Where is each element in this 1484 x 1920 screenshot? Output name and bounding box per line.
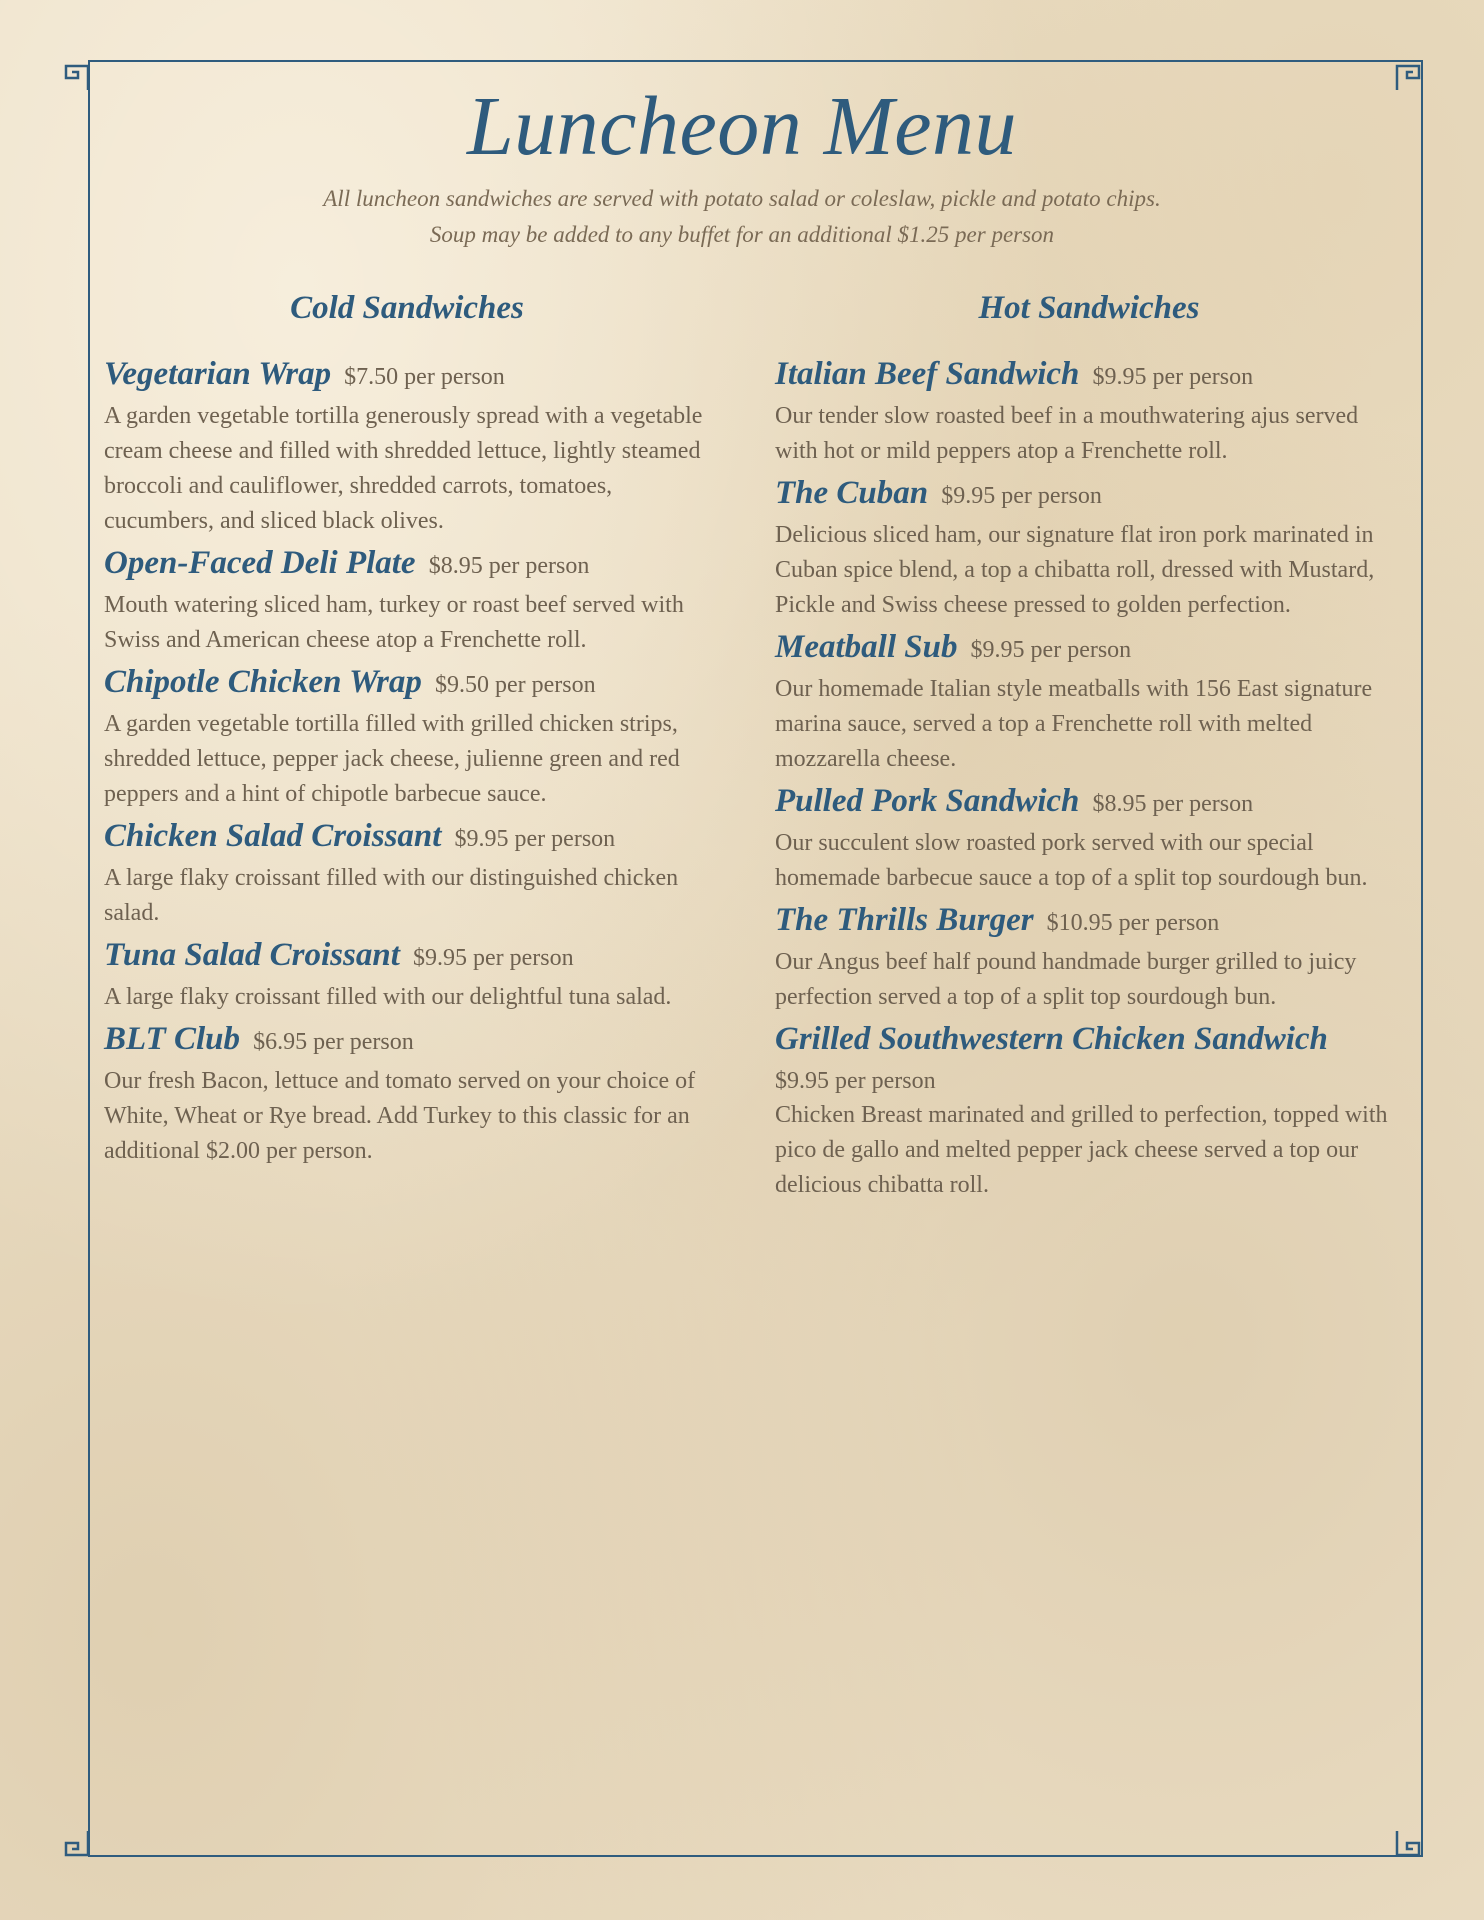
menu-item-description: Our tender slow roasted beef in a mouthwatering ajus served with hot or mild peppers atop a Frenchette roll. bbox=[775, 403, 1359, 464]
menu-item-price: $10.95 per person bbox=[1046, 910, 1220, 936]
menu-item-price: $8.95 per person bbox=[1092, 791, 1254, 817]
menu-item-description: A large flaky croissant filled with our distinguished chicken salad. bbox=[104, 865, 679, 926]
hot-sandwiches-heading: Hot Sandwiches bbox=[978, 290, 1200, 326]
menu-item-description: Our homemade Italian style meatballs with 156 East signature marina sauce, served a top a Frenchette roll with melted mozzarella cheese. bbox=[775, 676, 1373, 772]
menu-item-name: Meatball Sub bbox=[775, 629, 958, 665]
menu-item-description: A garden vegetable tortilla generously spread with a vegetable cream cheese and filled with shredded lettuce, lightly steamed broccoli and cauliflower, shredded carrots, tomatoes, cucumbers, and sliced black olives. bbox=[104, 403, 703, 534]
menu-item bbox=[104, 935, 724, 1015]
menu-item-price: $9.95 per person bbox=[454, 826, 616, 852]
menu-item-name: Italian Beef Sandwich bbox=[775, 356, 1080, 392]
menu-item-description: Chicken Breast marinated and grilled to perfection, topped with pico de gallo and melted pepper jack cheese served a top our delicious chibatta roll. bbox=[775, 1102, 1388, 1198]
menu-item-price: $9.95 per person bbox=[970, 637, 1132, 663]
menu-item bbox=[775, 781, 1405, 896]
menu-item-name: The Cuban bbox=[775, 475, 929, 511]
menu-item-description: Our succulent slow roasted pork served with our special homemade barbecue sauce a top of a split top sourdough bun. bbox=[775, 830, 1368, 891]
menu-item-name: Grilled Southwestern Chicken Sandwich bbox=[775, 1021, 1328, 1057]
menu-item bbox=[104, 662, 724, 812]
menu-item-name: Pulled Pork Sandwich bbox=[775, 783, 1080, 819]
menu-item-price: $9.95 per person bbox=[1092, 364, 1254, 390]
menu-item bbox=[775, 900, 1405, 1015]
menu-item-name: Tuna Salad Croissant bbox=[104, 937, 400, 973]
menu-item bbox=[775, 627, 1405, 777]
intro-text-line-2: Soup may be added to any buffet for an additional $1.25 per person bbox=[429, 222, 1055, 247]
menu-item bbox=[104, 1019, 724, 1169]
menu-item-description: A garden vegetable tortilla filled with grilled chicken strips, shredded lettuce, pepper jack cheese, julienne green and red peppers and a hint of chipotle barbecue sauce. bbox=[104, 711, 680, 807]
menu-item bbox=[104, 354, 724, 539]
cold-sandwiches-column bbox=[104, 288, 724, 1173]
menu-item bbox=[775, 354, 1405, 469]
menu-item-name: Vegetarian Wrap bbox=[104, 356, 332, 392]
menu-item-price: $6.95 per person bbox=[253, 1029, 414, 1055]
menu-item-price: $9.95 per person bbox=[775, 1068, 936, 1094]
menu-item-price: $9.95 per person bbox=[412, 945, 574, 971]
menu-item-description: A large flaky croissant filled with our delightful tuna salad. bbox=[104, 984, 672, 1010]
corner-ornament-bottom-right bbox=[1393, 1829, 1423, 1859]
cold-sandwiches-heading: Cold Sandwiches bbox=[290, 290, 524, 326]
menu-item bbox=[775, 473, 1405, 623]
menu-item bbox=[775, 1019, 1405, 1203]
menu-item-price: $9.95 per person bbox=[941, 483, 1102, 509]
menu-item bbox=[104, 816, 724, 931]
menu-item-name: Open-Faced Deli Plate bbox=[104, 545, 416, 581]
menu-item-name: Chicken Salad Croissant bbox=[104, 818, 442, 854]
menu-item-price: $9.50 per person bbox=[434, 672, 596, 698]
intro-text-line-1: All luncheon sandwiches are served with potato salad or coleslaw, pickle and potato chips. bbox=[323, 186, 1161, 211]
menu-item-description: Delicious sliced ham, our signature flat iron pork marinated in Cuban spice blend, a top a chibatta roll, dressed with Mustard, Pickle and Swiss cheese pressed to golden perfection. bbox=[775, 522, 1375, 618]
menu-item-name: Chipotle Chicken Wrap bbox=[104, 664, 422, 700]
menu-item-price: $8.95 per person bbox=[428, 553, 590, 579]
menu-item-description: Our Angus beef half pound handmade burger grilled to juicy perfection served a top of a split top sourdough bun. bbox=[775, 949, 1357, 1010]
menu-item-name: BLT Club bbox=[104, 1021, 241, 1057]
menu-item bbox=[104, 543, 724, 658]
hot-sandwiches-column bbox=[775, 288, 1405, 1207]
menu-item-price: $7.50 per person bbox=[344, 364, 505, 390]
menu-item-description: Mouth watering sliced ham, turkey or roast beef served with Swiss and American cheese atop a Frenchette roll. bbox=[104, 592, 684, 653]
menu-title: Luncheon Menu bbox=[466, 80, 1018, 173]
menu-item-description: Our fresh Bacon, lettuce and tomato served on your choice of White, Wheat or Rye bread. Add Turkey to this classic for an additional $2.00 per person. bbox=[104, 1068, 696, 1164]
corner-ornament-bottom-left bbox=[62, 1829, 92, 1859]
menu-item-name: The Thrills Burger bbox=[775, 902, 1034, 938]
